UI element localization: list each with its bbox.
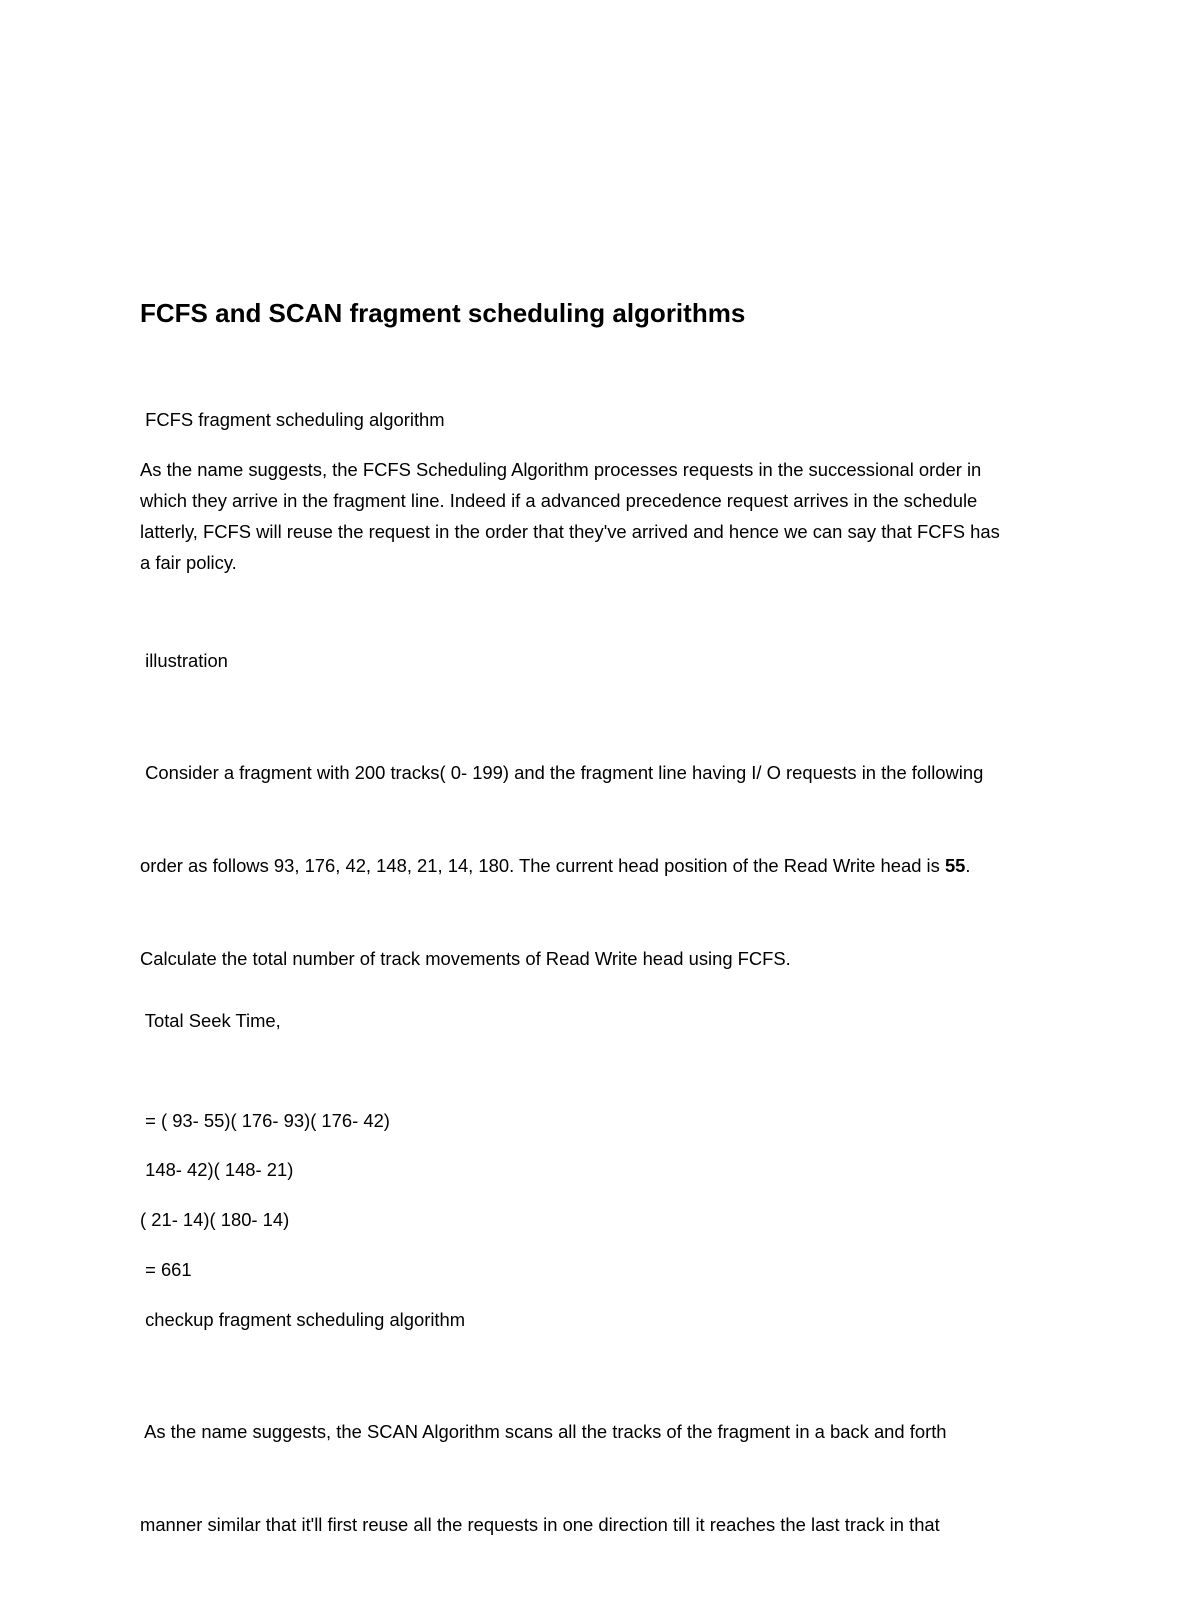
seek-formula-line-3: ( 21- 14)( 180- 14) (140, 1209, 290, 1230)
paragraph-line (140, 850, 1070, 881)
fcfs-heading: FCFS fragment scheduling algorithm (140, 409, 445, 430)
example-text: order as follows 93, 176, 42, 148, 21, 14, 180. The current head position of the Read Write head is (140, 855, 945, 876)
paragraph-line: manner similar that it'll first reuse all the requests in one direction till it reaches the last track in that (140, 1514, 940, 1535)
illustration-heading: illustration (140, 650, 228, 671)
paragraph-line: As the name suggests, the FCFS Scheduling Algorithm processes requests in the successional order in (140, 459, 982, 480)
example-paragraph (140, 695, 1070, 1036)
seek-formula-line-1: = ( 93- 55)( 176- 93)( 176- 42) (140, 1110, 390, 1131)
paragraph-line: As the name suggests, the SCAN Algorithm scans all the tracks of the fragment in a back and forth (140, 1421, 947, 1442)
example-text-end: . (965, 855, 971, 876)
paragraph-line: Consider a fragment with 200 tracks( 0- 199) and the fragment line having I/ O requests in the following (140, 762, 984, 783)
paragraph-line: Calculate the total number of track movements of Read Write head using FCFS. (140, 948, 791, 969)
paragraph-line: a fair policy. (140, 552, 237, 573)
paragraph-line: which they arrive in the fragment line. Indeed if a advanced precedence request arrives in the schedule (140, 490, 978, 511)
document-title: FCFS and SCAN fragment scheduling algorithms (140, 298, 746, 328)
seek-time-label: Total Seek Time, (140, 1010, 281, 1031)
scan-paragraph (140, 1354, 1070, 1602)
seek-time-result: = 661 (140, 1259, 192, 1280)
head-position-value: 55 (944, 855, 966, 876)
scan-heading: checkup fragment scheduling algorithm (140, 1309, 466, 1330)
fcfs-paragraph (140, 454, 1070, 578)
seek-formula-line-2: 148- 42)( 148- 21) (140, 1159, 294, 1180)
paragraph-line: latterly, FCFS will reuse the request in the order that they've arrived and hence we can say that FCFS has (140, 521, 1000, 542)
